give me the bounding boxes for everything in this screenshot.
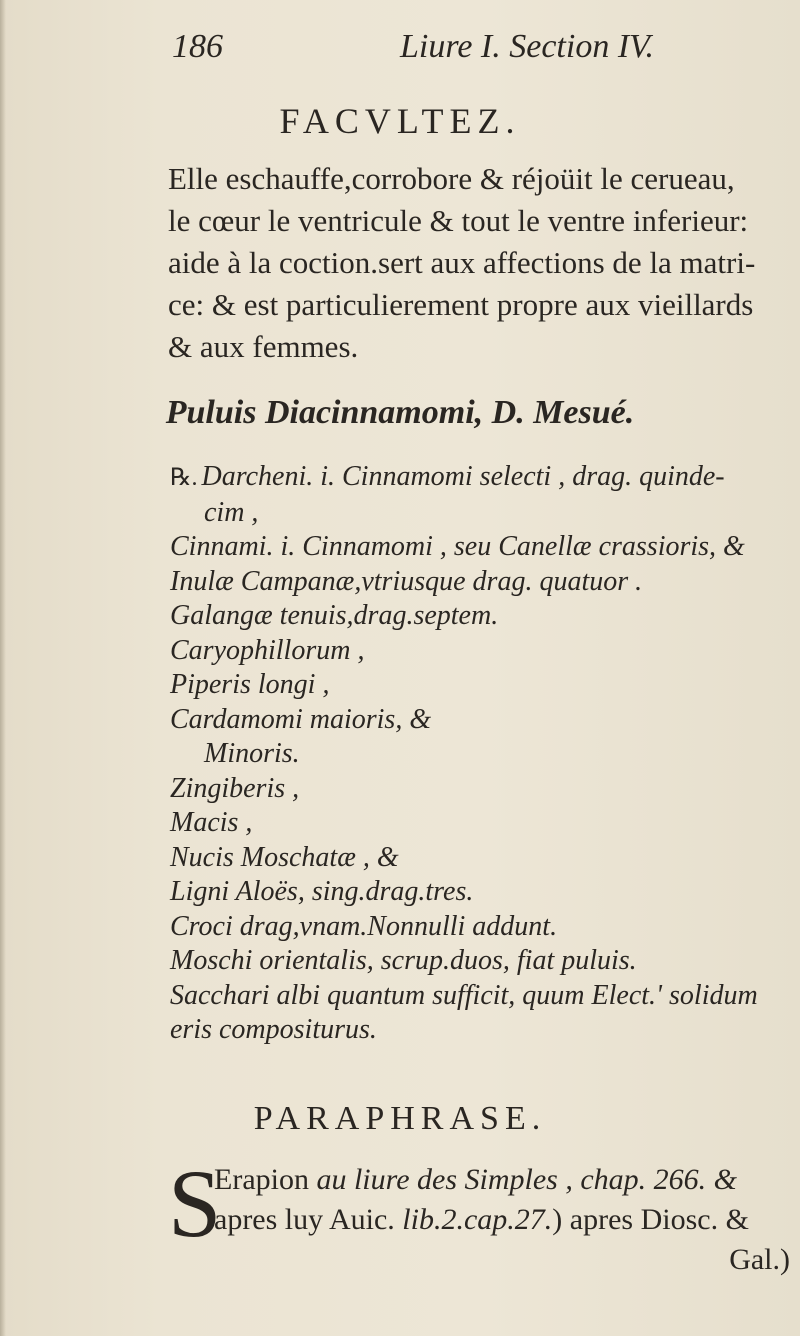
recipe-line-text: Croci drag,vnam.Nonnulli addunt. xyxy=(170,910,558,942)
recipe-line xyxy=(170,1013,790,1048)
recipe-line-text: Caryophillorum , xyxy=(170,634,365,666)
paragraph-line: aide à la coction.sert aux affections de la matri- xyxy=(168,245,756,280)
drop-capital: S xyxy=(168,1150,222,1257)
paraphrase-paragraph xyxy=(168,1150,790,1280)
recipe-line-text: Ligni Aloës, sing.drag.tres. xyxy=(170,876,474,907)
recipe-line-text: cim , xyxy=(204,496,259,528)
running-title: Liure I. Section IV. xyxy=(400,28,655,65)
recipe-line xyxy=(170,703,790,738)
recipe-line xyxy=(170,841,790,876)
page-header xyxy=(172,28,692,76)
paraphrase-heading: PARAPHRASE. xyxy=(253,1100,547,1137)
recipe-line-text: Nucis Moschatæ , & xyxy=(170,841,399,873)
recipe-line xyxy=(170,634,790,669)
recipe-line-text: Galangæ tenuis,drag.septem. xyxy=(170,600,499,631)
recipe-line-text: Macis , xyxy=(170,807,253,838)
recipe-line xyxy=(170,875,790,910)
recipe-line xyxy=(170,772,790,807)
paragraph-line xyxy=(168,1200,790,1240)
recipe-line xyxy=(170,979,790,1014)
paragraph-line: & aux femmes. xyxy=(168,329,359,364)
text-run-italic: au liure des Simples , chap. 266. & xyxy=(316,1163,737,1196)
paragraph-line: Gal.) xyxy=(729,1243,790,1276)
recipe-line-text: Moschi orientalis, scrup.duos, fiat puluis. xyxy=(170,945,637,976)
recipe-line xyxy=(170,668,790,703)
recipe-line-text: eris compositurus. xyxy=(170,1014,377,1045)
recipe-line-text: Sacchari albi quantum sufficit, quum Elect.' solidum xyxy=(170,979,758,1011)
text-run: Erapion xyxy=(214,1163,317,1196)
text-run: apres luy Auic. xyxy=(214,1203,403,1236)
recipe-line xyxy=(170,806,790,841)
paragraph-line: ce: & est particulierement propre aux vieillards xyxy=(168,287,754,322)
paragraph-line: le cœur le ventricule & tout le ventre inferieur: xyxy=(168,203,749,238)
paragraph-line: Elle eschauffe,corrobore & réjoüit le cerueau, xyxy=(168,161,735,196)
text-run-italic: lib.2.cap.27. xyxy=(402,1203,553,1236)
recipe-line-text: Piperis longi , xyxy=(170,669,330,700)
recipe-line xyxy=(170,599,790,634)
recipe-symbol: ℞. xyxy=(170,465,198,491)
facultez-paragraph xyxy=(168,158,792,368)
recipe-line-text: Cinnami. i. Cinnamomi , seu Canellæ crassioris, & xyxy=(170,531,745,562)
recipe-line xyxy=(170,460,790,496)
recipe-title: Puluis Diacinnamomi, D. Mesué. xyxy=(165,394,635,431)
recipe-line-text: Cardamomi maioris, & xyxy=(170,703,432,735)
recipe-line-text: Minoris. xyxy=(204,738,300,769)
page-number: 186 xyxy=(172,28,223,65)
recipe-line-text: Inulæ Campanæ,vtriusque drag. quatuor . xyxy=(170,565,643,597)
recipe-line xyxy=(170,565,790,600)
paragraph-line xyxy=(168,1160,790,1200)
recipe-line xyxy=(170,737,790,772)
recipe-line xyxy=(170,910,790,945)
recipe-line xyxy=(170,530,790,565)
facultez-heading: FACVLTEZ. xyxy=(279,101,521,141)
recipe-line xyxy=(170,944,790,979)
recipe-line-text: Zingiberis , xyxy=(170,772,300,804)
text-run: ) apres Diosc. & xyxy=(552,1203,749,1236)
recipe-ingredient-list xyxy=(170,460,790,1048)
recipe-line-text: Darcheni. i. Cinnamomi selecti , drag. quinde- xyxy=(201,461,725,492)
recipe-line xyxy=(170,496,790,531)
